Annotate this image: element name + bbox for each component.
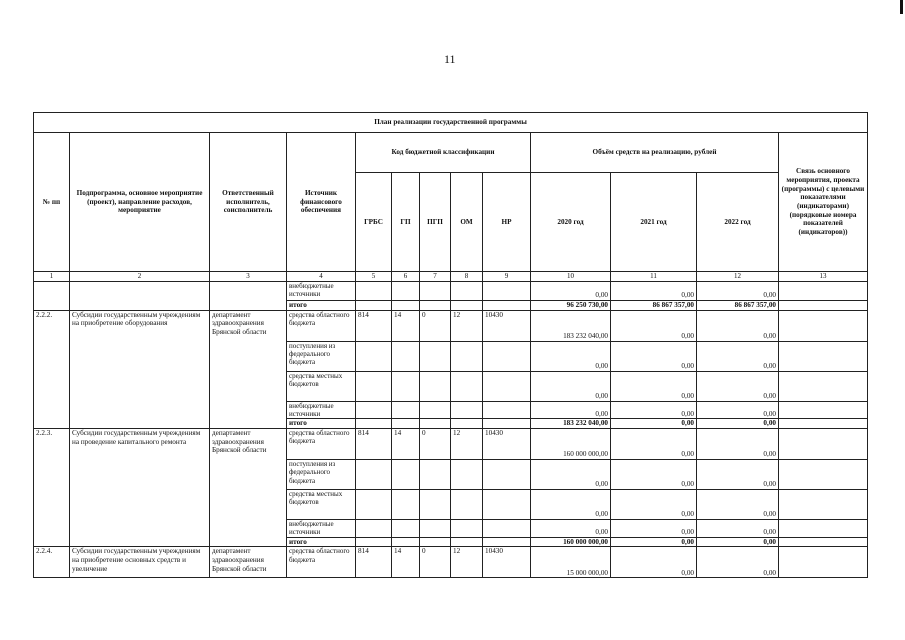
- table-title: План реализации государственной программы: [34, 113, 868, 133]
- header-budget-code-group: Код бюджетной классификации: [356, 133, 531, 173]
- amount-2022: 0,00: [697, 419, 779, 429]
- code-gp: 14: [392, 547, 420, 578]
- section-name: Субсидии государственным учреждениям на приобретение основных средств и увеличение: [70, 547, 210, 578]
- header-executor: Ответственный исполнитель, соисполнитель: [210, 133, 287, 272]
- code-empty-cell: [420, 490, 451, 520]
- total-label: итого: [287, 301, 356, 311]
- amount-2021: 0,00: [611, 371, 697, 401]
- amount-2021: 0,00: [611, 401, 697, 419]
- code-empty-cell: [420, 341, 451, 371]
- code-empty-cell: [356, 371, 392, 401]
- code-empty-cell: [420, 520, 451, 538]
- header-gp: ГП: [392, 173, 420, 272]
- amount-2020: 183 232 040,00: [531, 419, 611, 429]
- code-empty-cell: [483, 371, 531, 401]
- code-empty-cell: [483, 537, 531, 547]
- code-empty-cell: [451, 371, 483, 401]
- amount-2022: 0,00: [697, 429, 779, 460]
- column-number: 10: [531, 272, 611, 282]
- column-number-row: [34, 272, 868, 282]
- section-executor: департамент здравоохранения Брянской области: [210, 547, 287, 578]
- code-pgp: 0: [420, 310, 451, 341]
- amount-2021: 0,00: [611, 310, 697, 341]
- source-cell: средства областного бюджета: [287, 310, 356, 341]
- code-om: 12: [451, 429, 483, 460]
- code-empty-cell: [392, 460, 420, 490]
- code-grbs: 814: [356, 310, 392, 341]
- header-2020: 2020 год: [531, 173, 611, 272]
- amount-2021: 0,00: [611, 282, 697, 301]
- section-number: 2.2.2.: [34, 310, 70, 428]
- link-cell: [779, 310, 868, 341]
- code-empty-cell: [392, 490, 420, 520]
- code-empty-cell: [483, 341, 531, 371]
- table-row: [34, 429, 868, 460]
- code-nr: 10430: [483, 547, 531, 578]
- link-cell: [779, 341, 868, 371]
- amount-2020: 0,00: [531, 282, 611, 301]
- source-cell: внебюджетные источники: [287, 401, 356, 419]
- carry-executor-cell: [210, 282, 287, 311]
- amount-2020: 0,00: [531, 341, 611, 371]
- code-empty-cell: [451, 401, 483, 419]
- section-name: Субсидии государственным учреждениям на приобретение оборудования: [70, 310, 210, 428]
- code-nr: 10430: [483, 429, 531, 460]
- code-empty-cell: [451, 419, 483, 429]
- column-number: 7: [420, 272, 451, 282]
- scan-edge-mark: [900, 0, 903, 14]
- header-2022: 2022 год: [697, 173, 779, 272]
- code-empty-cell: [356, 520, 392, 538]
- code-empty-cell: [420, 537, 451, 547]
- code-om: 12: [451, 547, 483, 578]
- amount-2020: 160 000 000,00: [531, 537, 611, 547]
- amount-2021: 0,00: [611, 460, 697, 490]
- code-empty-cell: [451, 490, 483, 520]
- header-funds-group: Объём средств на реализацию, рублей: [531, 133, 779, 173]
- amount-2022: 0,00: [697, 490, 779, 520]
- header-link: Связь основного мероприятия, проекта (программы) с целевыми показателями (индикаторами) (порядковые номера показателей (индикаторов)): [779, 133, 868, 272]
- column-number: 4: [287, 272, 356, 282]
- column-number: 6: [392, 272, 420, 282]
- source-cell: поступления из федерального бюджета: [287, 341, 356, 371]
- table-row: [34, 310, 868, 341]
- code-grbs: 814: [356, 547, 392, 578]
- code-empty-cell: [392, 341, 420, 371]
- carry-extrabudget-row: [34, 282, 868, 301]
- source-cell: итого: [287, 537, 356, 547]
- code-pgp: 0: [420, 429, 451, 460]
- amount-2021: 0,00: [611, 429, 697, 460]
- link-cell: [779, 371, 868, 401]
- code-empty-cell: [356, 537, 392, 547]
- amount-2022: 0,00: [697, 460, 779, 490]
- section-number: 2.2.4.: [34, 547, 70, 578]
- code-empty-cell: [392, 419, 420, 429]
- amount-2021: 0,00: [611, 547, 697, 578]
- code-empty-cell: [392, 537, 420, 547]
- link-cell: [779, 460, 868, 490]
- section-executor: департамент здравоохранения Брянской области: [210, 310, 287, 428]
- code-empty-cell: [392, 520, 420, 538]
- column-number: 12: [697, 272, 779, 282]
- section-number: 2.2.3.: [34, 429, 70, 547]
- column-number: 1: [34, 272, 70, 282]
- section-executor: департамент здравоохранения Брянской области: [210, 429, 287, 547]
- amount-2020: 0,00: [531, 490, 611, 520]
- code-empty-cell: [392, 371, 420, 401]
- link-cell: [779, 401, 868, 419]
- code-empty-cell: [420, 401, 451, 419]
- table-row: [34, 547, 868, 578]
- header-name: Подпрограмма, основное мероприятие (проект), направление расходов, мероприятие: [70, 133, 210, 272]
- code-empty-cell: [483, 490, 531, 520]
- amount-2021: 0,00: [611, 490, 697, 520]
- total-2022: 86 867 357,00: [697, 301, 779, 311]
- column-number: 3: [210, 272, 287, 282]
- source-cell: средства местных бюджетов: [287, 490, 356, 520]
- code-empty-cell: [356, 419, 392, 429]
- code-empty-cell: [451, 460, 483, 490]
- source-cell: внебюджетные источники: [287, 520, 356, 538]
- amount-2020: 183 232 040,00: [531, 310, 611, 341]
- amount-2022: 0,00: [697, 537, 779, 547]
- code-empty-cell: [451, 520, 483, 538]
- column-number: 2: [70, 272, 210, 282]
- source-cell: средства местных бюджетов: [287, 371, 356, 401]
- link-cell: [779, 520, 868, 538]
- section-name: Субсидии государственным учреждениям на проведение капитального ремонта: [70, 429, 210, 547]
- header-no: № пп: [34, 133, 70, 272]
- header-nr: НР: [483, 173, 531, 272]
- column-number: 8: [451, 272, 483, 282]
- code-empty-cell: [356, 341, 392, 371]
- amount-2021: 0,00: [611, 537, 697, 547]
- code-empty-cell: [483, 419, 531, 429]
- code-gp: 14: [392, 310, 420, 341]
- header-2021: 2021 год: [611, 173, 697, 272]
- amount-2022: 0,00: [697, 282, 779, 301]
- code-empty-cell: [483, 460, 531, 490]
- code-empty-cell: [420, 460, 451, 490]
- header-om: ОМ: [451, 173, 483, 272]
- amount-2022: 0,00: [697, 401, 779, 419]
- amount-2020: 0,00: [531, 371, 611, 401]
- plan-table: [33, 112, 868, 578]
- total-2020: 96 250 730,00: [531, 301, 611, 311]
- code-empty-cell: [451, 537, 483, 547]
- amount-2021: 0,00: [611, 520, 697, 538]
- link-cell: [779, 429, 868, 460]
- code-empty-cell: [483, 520, 531, 538]
- amount-2020: 0,00: [531, 520, 611, 538]
- amount-2022: 0,00: [697, 520, 779, 538]
- amount-2020: 0,00: [531, 460, 611, 490]
- amount-2020: 15 000 000,00: [531, 547, 611, 578]
- code-nr: 10430: [483, 310, 531, 341]
- code-empty-cell: [356, 490, 392, 520]
- code-empty-cell: [420, 419, 451, 429]
- amount-2022: 0,00: [697, 371, 779, 401]
- source-cell: средства областного бюджета: [287, 547, 356, 578]
- plan-table-body: [34, 113, 868, 578]
- total-2021: 86 867 357,00: [611, 301, 697, 311]
- carry-name-cell: [70, 282, 210, 311]
- amount-2022: 0,00: [697, 341, 779, 371]
- column-number: 5: [356, 272, 392, 282]
- amount-2021: 0,00: [611, 419, 697, 429]
- header-pgp: ПГП: [420, 173, 451, 272]
- code-om: 12: [451, 310, 483, 341]
- amount-2020: 160 000 000,00: [531, 429, 611, 460]
- source-cell: внебюджетные источники: [287, 282, 356, 301]
- header-source: Источник финансового обеспечения: [287, 133, 356, 272]
- code-empty-cell: [451, 341, 483, 371]
- amount-2021: 0,00: [611, 341, 697, 371]
- link-cell: [779, 547, 868, 578]
- amount-2022: 0,00: [697, 310, 779, 341]
- source-cell: поступления из федерального бюджета: [287, 460, 356, 490]
- page-number: 11: [444, 52, 456, 66]
- amount-2020: 0,00: [531, 401, 611, 419]
- code-empty-cell: [483, 401, 531, 419]
- carry-no-cell: [34, 282, 70, 311]
- code-empty-cell: [356, 460, 392, 490]
- column-number: 13: [779, 272, 868, 282]
- code-empty-cell: [392, 401, 420, 419]
- code-gp: 14: [392, 429, 420, 460]
- header-grbs: ГРБС: [356, 173, 392, 272]
- code-empty-cell: [356, 401, 392, 419]
- amount-2022: 0,00: [697, 547, 779, 578]
- link-cell: [779, 419, 868, 429]
- code-grbs: 814: [356, 429, 392, 460]
- column-number: 9: [483, 272, 531, 282]
- link-cell: [779, 490, 868, 520]
- source-cell: итого: [287, 419, 356, 429]
- code-pgp: 0: [420, 547, 451, 578]
- code-empty-cell: [420, 371, 451, 401]
- column-number: 11: [611, 272, 697, 282]
- link-cell: [779, 537, 868, 547]
- source-cell: средства областного бюджета: [287, 429, 356, 460]
